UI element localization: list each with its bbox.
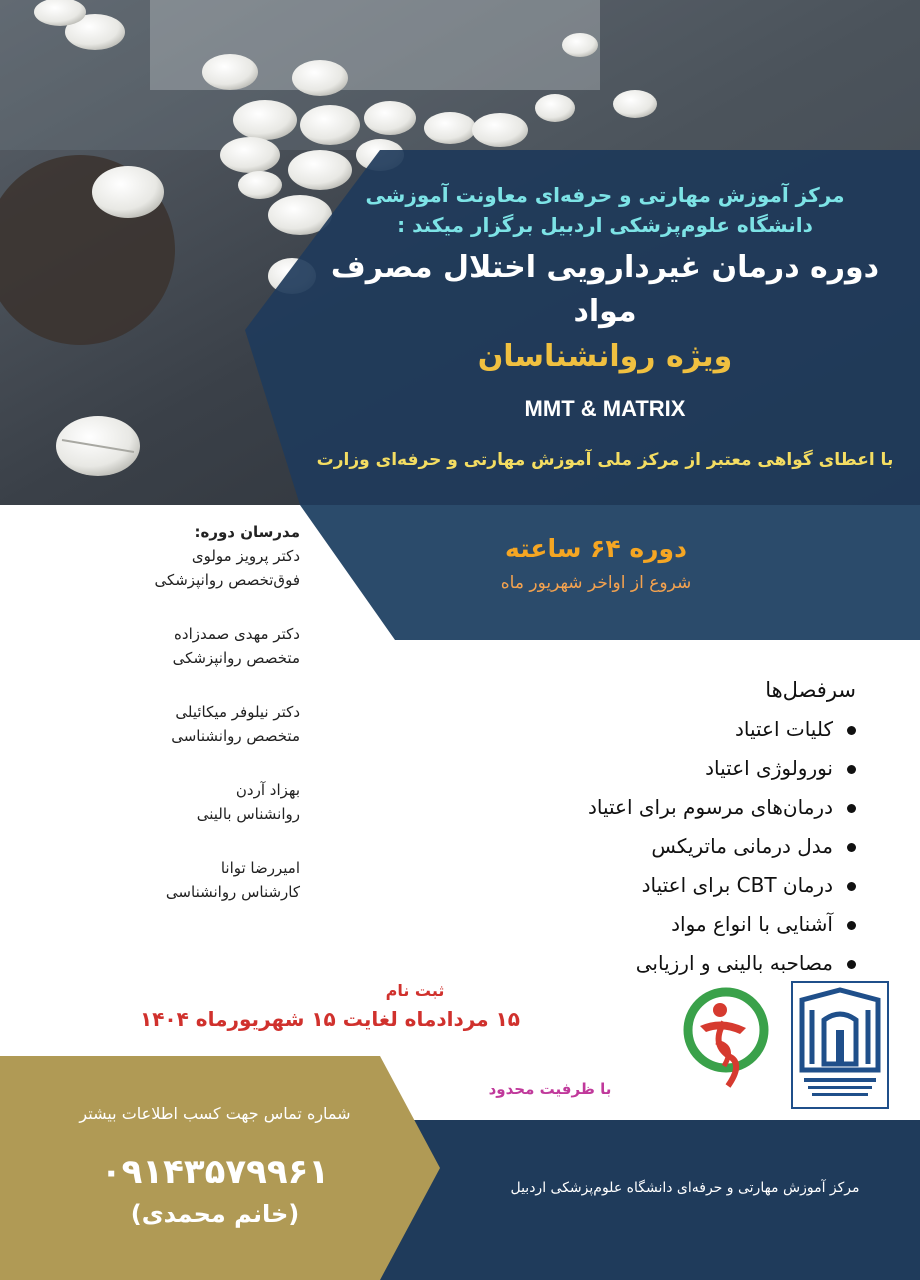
registration-dates: ۱۵ مردادماه لغایت ۱۵ شهریورماه ۱۴۰۴ [140,1007,520,1031]
topics-title: سرفصل‌ها [765,678,856,702]
teacher-name: امیررضا توانا [220,859,300,877]
list-item: کلیات اعتیاد [456,710,856,749]
contact-label: شماره تماس جهت کسب اطلاعات بیشتر [79,1104,351,1123]
bullet-icon [847,804,856,813]
contact-phone[interactable]: ۰۹۱۴۳۵۷۹۹۶۱ [100,1152,330,1192]
teachers-list [60,520,300,934]
list-item: مدل درمانی ماتریکس [456,827,856,866]
teachers-title: مدرسان دوره: [194,523,300,541]
certificate-note: با اعطای گواهی معتبر از مرکز ملی آموزش مهارتی و حرفه‌ای وزارت [316,450,894,470]
bullet-icon [847,765,856,774]
list-item: مصاحبه بالینی و ارزیابی [456,944,856,983]
contact-info [0,1100,430,1232]
list-item: درمان‌های مرسوم برای اعتیاد [456,788,856,827]
teacher-name: بهزاد آردن [235,781,300,799]
teacher-role: متخصص روانپزشکی [172,649,300,667]
course-title: دوره درمان غیردارویی اختلال مصرف مواد [330,250,880,329]
topics-list [456,672,856,983]
teacher-role: کارشناس روانشناسی [165,883,300,901]
header-text [300,180,910,474]
course-start: شروع از اواخر شهریور ماه [500,573,692,593]
teacher-name: دکتر پرویز مولوی [191,547,300,565]
capacity-note: با ظرفیت محدود [488,1080,612,1098]
header-line-1: مرکز آموزش مهارتی و حرفه‌ای معاونت آموزشی [365,183,845,207]
teacher-role: فوق‌تخصص روانپزشکی [154,571,300,589]
bullet-icon [847,960,856,969]
method-label: MMT & MATRIX [524,396,686,421]
bullet-icon [847,921,856,930]
course-subtitle: ویژه روانشناسان [477,339,733,374]
teacher-role: متخصص روانشناسی [171,727,300,745]
course-duration: دوره ۶۴ ساعته [505,534,687,563]
teacher-name: دکتر نیلوفر میکائیلی [175,703,300,721]
registration-title: ثبت نام [385,981,445,1000]
list-item: درمان CBT برای اعتیاد [456,866,856,905]
teacher-name: دکتر مهدی صمدزاده [174,625,300,643]
footer-text: مرکز آموزش مهارتی و حرفه‌ای دانشگاه علوم‌پزشکی اردبیل [510,1180,860,1196]
header-line-2: دانشگاه علوم‌پزشکی اردبیل برگزار میکند : [397,213,813,237]
list-item: نورولوژی اعتیاد [456,749,856,788]
bullet-icon [847,726,856,735]
registration [100,980,560,1036]
health-logo-icon [680,986,772,1096]
university-logo-icon [790,980,890,1110]
list-item: آشنایی با انواع مواد [456,905,856,944]
contact-person: (خانم محمدی) [130,1200,300,1228]
bullet-icon [847,843,856,852]
bullet-icon [847,882,856,891]
teacher-role: روانشناس بالینی [196,805,300,823]
course-box-text [396,530,796,598]
